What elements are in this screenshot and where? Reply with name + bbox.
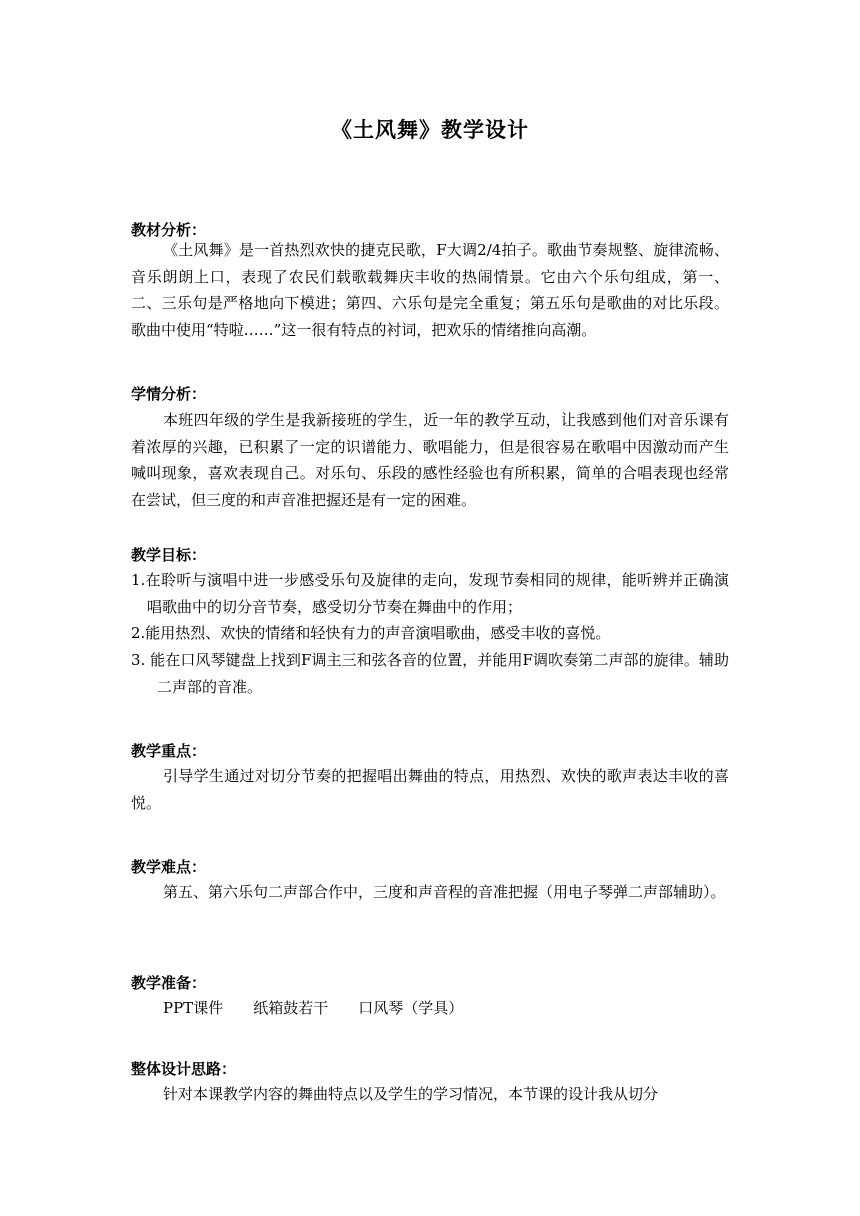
- preparation-item-ppt: PPT课件: [163, 999, 224, 1017]
- goal-item-3: 3. 能在口风琴键盘上找到F调主三和弦各音的位置，并能用F调吹奏第二声部的旋律。辅助二声部的音准。: [131, 651, 729, 696]
- document-title: 《土风舞》教学设计: [331, 118, 529, 142]
- goal-item-1: 1.在聆听与演唱中进一步感受乐句及旋律的走向，发现节奏相同的规律，能听辨并正确演唱歌曲中的切分音节奏，感受切分节奏在舞曲中的作用；: [131, 571, 729, 616]
- goal-item-2: 2.能用热烈、欢快的情绪和轻快有力的声音演唱歌曲，感受丰收的喜悦。: [131, 624, 611, 642]
- preparation-item-drums: 纸箱鼓若干: [253, 999, 329, 1017]
- heading-preparation: 教学准备：: [131, 974, 207, 992]
- heading-students: 学情分析：: [131, 385, 207, 403]
- paragraph-key-points: 引导学生通过对切分节奏的把握唱出舞曲的特点，用热烈、欢快的歌声表达丰收的喜悦。: [131, 767, 729, 812]
- heading-goals: 教学目标：: [131, 546, 207, 564]
- heading-material: 教材分析：: [131, 221, 207, 239]
- paragraph-students: 本班四年级的学生是我新接班的学生，近一年的教学互动，让我感到他们对音乐课有着浓厚的兴趣，已积累了一定的识谱能力、歌唱能力，但是很容易在歌唱中因激动而产生喊叫现象，喜欢表现自己。对乐句、乐段的感性经验也有所积累，简单的合唱表现也经常在尝试，但三度的和声音准把握还是有一定的困难。: [131, 411, 729, 509]
- heading-key-points: 教学重点：: [131, 742, 207, 760]
- paragraph-difficulties: 第五、第六乐句二声部合作中，三度和声音程的音准把握（用电子琴弹二声部辅助）。: [163, 883, 726, 901]
- heading-design: 整体设计思路：: [131, 1060, 237, 1078]
- preparation-item-harmonica: 口风琴（学具）: [358, 999, 464, 1017]
- paragraph-design: 针对本课教学内容的舞曲特点以及学生的学习情况，本节课的设计我从切分: [163, 1085, 659, 1103]
- heading-difficulties: 教学难点：: [131, 858, 207, 876]
- paragraph-material: 《土风舞》是一首热烈欢快的捷克民歌，F大调2/4拍子。歌曲节奏规整、旋律流畅、音乐朗朗上口，表现了农民们载歌载舞庆丰收的热闹情景。它由六个乐句组成，第一、二、三乐句是严格地向下模进；第四、六乐句是完全重复；第五乐句是歌曲的对比乐段。歌曲中使用“特啦……”这一很有特点的衬词，把欢乐的情绪推向高潮。: [131, 241, 729, 339]
- preparation-list: [163, 995, 463, 1021]
